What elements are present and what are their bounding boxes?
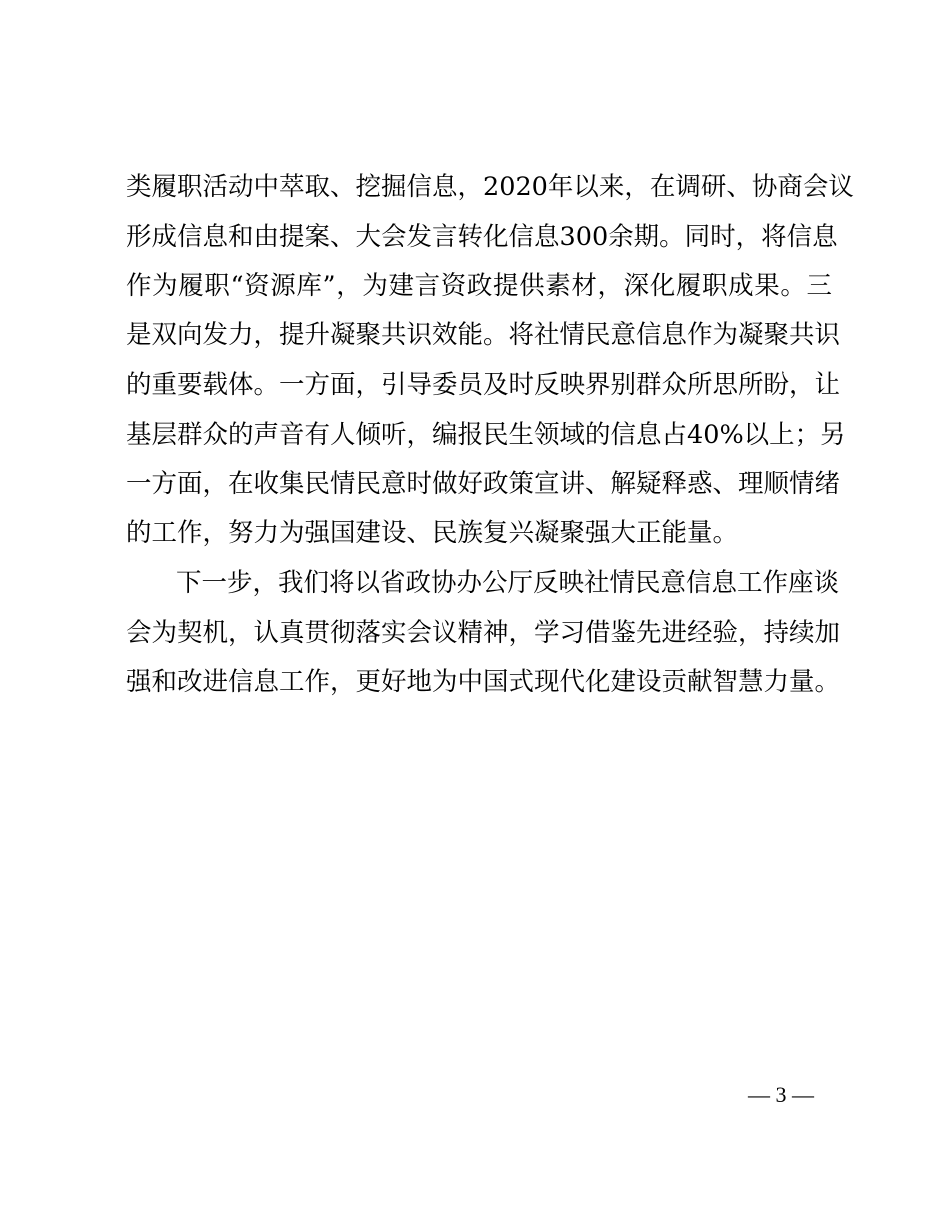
paragraph-1-line-8: 的工作，努力为强国建设、民族复兴凝聚强大正能量。 bbox=[126, 518, 739, 548]
paragraph-1-line-3: 作为履职“资源库”，为建言资政提供素材，深化履职成果。三 bbox=[126, 271, 832, 301]
paragraph-2-line-3: 强和改进信息工作，更好地为中国式现代化建设贡献智慧力量。 bbox=[126, 667, 841, 697]
page-number: — 3 — bbox=[748, 1082, 814, 1107]
paragraph-2-line-2: 会为契机，认真贯彻落实会议精神，学习借鉴先进经验，持续加 bbox=[126, 618, 841, 648]
paragraph-1-line-2: 形成信息和由提案、大会发言转化信息300余期。同时，将信息 bbox=[126, 222, 838, 252]
paragraph-1-line-7: 一方面，在收集民情民意时做好政策宣讲、解疑释惑、理顺情绪 bbox=[126, 469, 841, 499]
paragraph-1-line-5: 的重要载体。一方面，引导委员及时反映界别群众所思所盼，让 bbox=[126, 370, 841, 400]
paragraph-1-line-4: 是双向发力，提升凝聚共识效能。将社情民意信息作为凝聚共识 bbox=[126, 320, 841, 350]
paragraph-1-line-6: 基层群众的声音有人倾听，编报民生领域的信息占40%以上；另 bbox=[126, 420, 846, 450]
paragraph-2-line-1: 下一步，我们将以省政协办公厅反映社情民意信息工作座谈 bbox=[176, 568, 840, 598]
paragraph-1-line-1: 类履职活动中萃取、挖掘信息，2020年以来，在调研、协商会议 bbox=[126, 172, 854, 202]
